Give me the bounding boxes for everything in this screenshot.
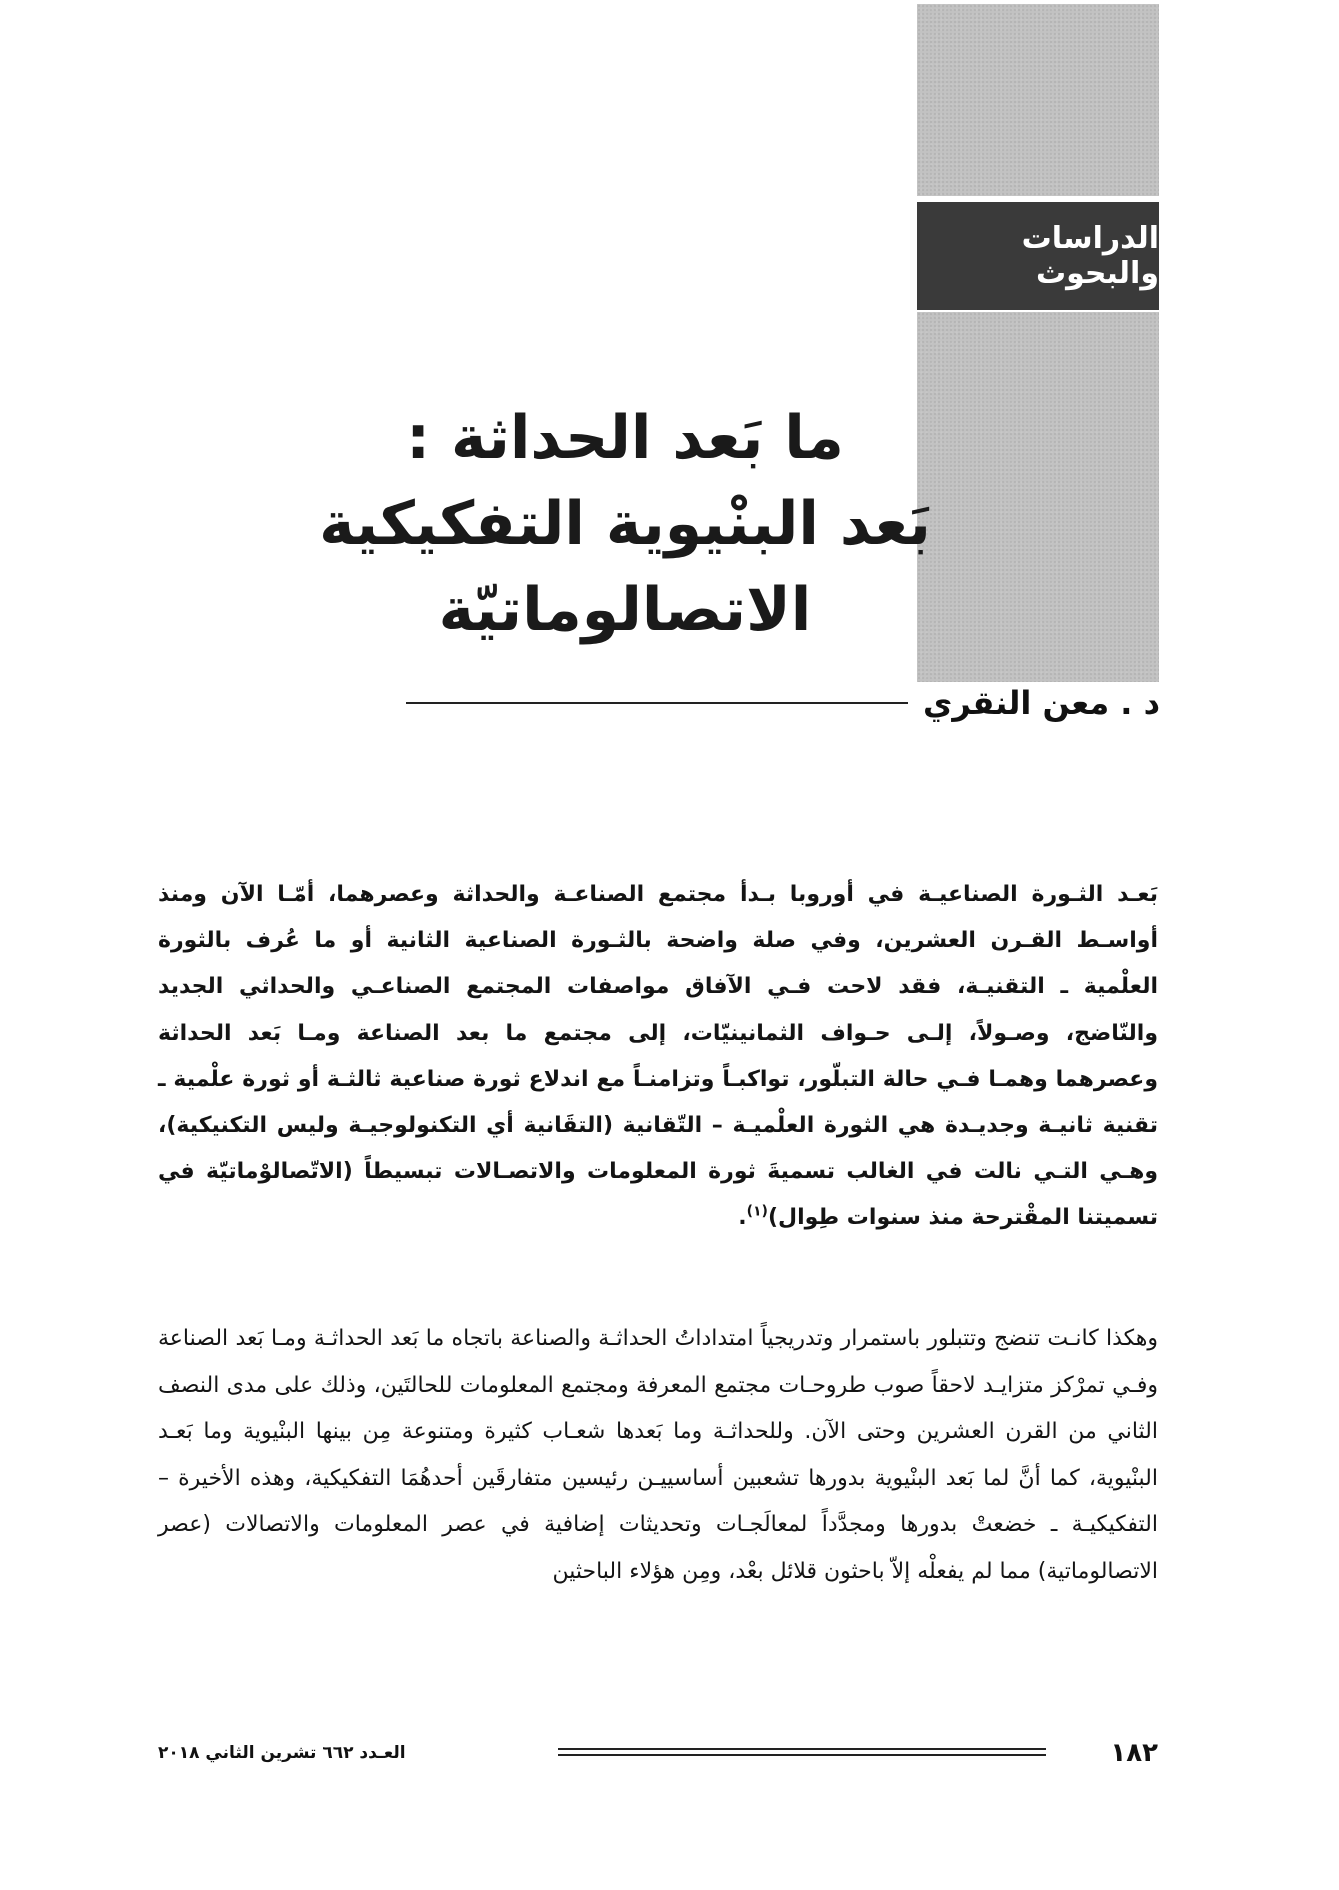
author-name: د . معن النقري — [923, 684, 1160, 722]
page-number: ١٨٢ — [1110, 1738, 1158, 1768]
section-label — [917, 202, 1159, 310]
byline-rule — [406, 702, 908, 704]
footnote-marker[interactable]: (١) — [746, 1204, 768, 1221]
article-title-line-2: بَعد البنْيوية التفكيكية الاتصالوماتيّة — [319, 489, 931, 645]
byline — [150, 680, 1160, 726]
body-paragraph-1 — [158, 872, 1158, 1242]
paragraph-1-text: بَعـد الثـورة الصناعيـة في أوروبا بـدأ مجتمع الصناعـة والحداثة وعصرهما، أمّـا الآن ومنذ أواسـط القـرن العشرين، وفي صلة واضحة بالثـورة الصناعية الثانية أو ما عُرف بالثورة العلْمية ـ التقنيـة، فقد لاحت فـي الآفاق مواصفات المجتمع الصناعـي والحداثي الجديد والنّاضج، وصـولاً، إلـى حـواف الثمانينيّات، إلى مجتمع ما بعد الصناعة ومـا بَعد الحداثة وعصرهما وهمـا فـي حالة التبلّور، تواكبـاً وتزامنـاً مع اندلاع ثورة صناعية ثالثـة أو ثورة علْمية ـ تقنية ثانيـة وجديـدة هي الثورة العلْميـة – التّقانية (التقَانية أي التكنولوجيـة وليس التكنيكية)، وهـي التـي نالت في الغالب تسميةَ ثورة المعلومات والاتصـالات تبسيطاً (الاتّصالوْماتيّة في تسميتنا المقْترحة منذ سنوات طِوال) — [158, 882, 1158, 1231]
article-title-line-1: ما بَعد الحداثة : — [406, 403, 844, 473]
page-footer — [158, 1738, 1158, 1768]
article-title — [150, 395, 1100, 653]
decorative-gray-block-top — [917, 4, 1159, 196]
paragraph-1-end: . — [738, 1205, 747, 1231]
paragraph-2-text: وهكذا كانـت تنضج وتتبلور باستمرار وتدريجياً امتداداتُ الحداثـة والصناعة باتجاه ما بَعد الحداثـة ومـا بَعد الصناعة وفـي تمرْكز متزايـد لاحقاً صوب طروحـات مجتمع المعرفة ومجتمع المعلومات للحالتَين، وذلك على مدى النصف الثاني من القرن العشرين وحتى الآن. وللحداثـة وما بَعدها شعـاب كثيرة ومتنوعة مِن بينها البنْيوية وما بَعـد البنْيوية، كما أنَّ لما بَعد البنْيوية بدورها تشعبين أساسييـن رئيسين متفارقَين أحدهُمَا التفكيكية، وهذه الأخيرة – التفكيكيـة ـ خضعتْ بدورها ومجدَّداً لمعالَجـات وتحديثات إضافية في عصر المعلومات والاتصالات (عصر الاتصالوماتية) مما لم يفعلْه إلاّ باحثون قلائل بعْد، ومِن هؤلاء الباحثين — [158, 1326, 1158, 1584]
body-paragraph-2 — [158, 1316, 1158, 1596]
footer-rule — [558, 1748, 1046, 1756]
issue-info: العـدد ٦٦٢ تشرين الثاني ٢٠١٨ — [158, 1743, 406, 1763]
section-label-text: الدراسات والبحوث — [1021, 221, 1159, 291]
